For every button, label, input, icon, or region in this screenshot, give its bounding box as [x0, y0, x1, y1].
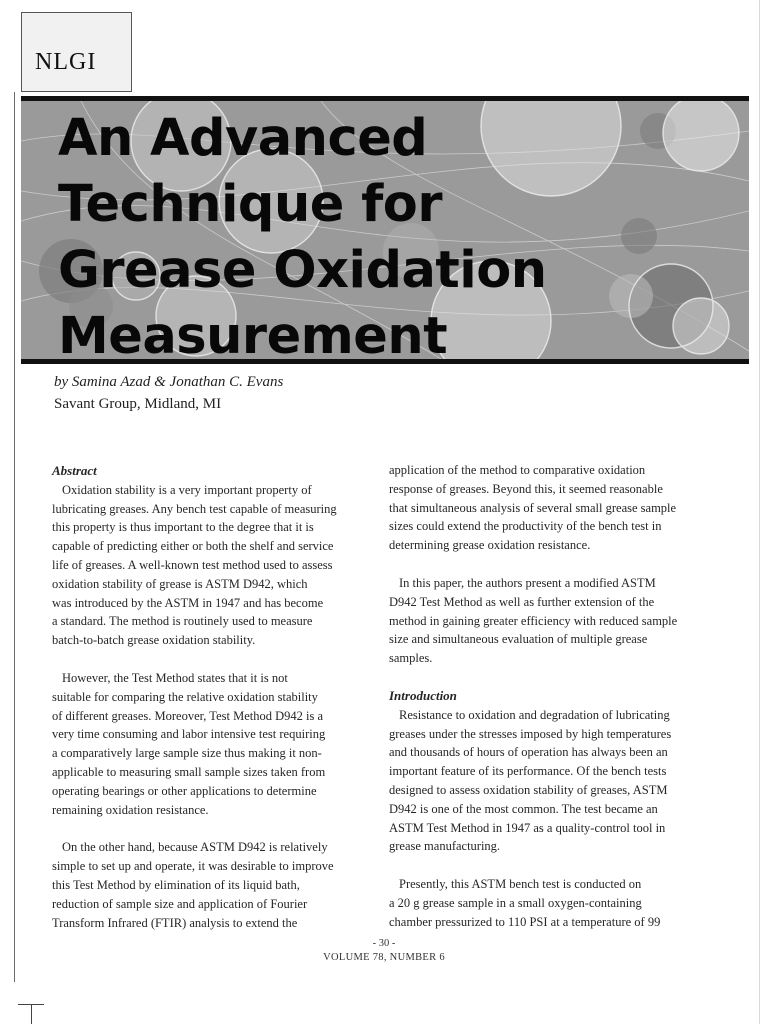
volume-issue: VOLUME 78, NUMBER 6	[323, 952, 445, 963]
paragraph-gap	[389, 856, 717, 875]
body-text-line: and thousands of hours of operation has always been an	[389, 745, 668, 760]
body-text-line: response of greases. Beyond this, it seemed reasonable	[389, 481, 663, 496]
page-binding-edge	[14, 92, 15, 982]
body-text-line: However, the Test Method states that it is not	[62, 670, 288, 685]
page-number: - 30 -	[372, 938, 396, 949]
body-text-line: simple to set up and operate, it was desirable to improve	[52, 859, 334, 874]
body-text-line: operating bearings or other applications to determine	[52, 783, 317, 798]
body-text-line: of different greases. Moreover, Test Method D942 is a	[52, 708, 324, 723]
body-text-line: chamber pressurized to 110 PSI at a temperature of 99	[389, 914, 661, 929]
body-text-line: oxidation stability of grease is ASTM D942, which	[52, 576, 308, 591]
body-text-line: Presently, this ASTM bench test is conducted on	[399, 877, 642, 892]
body-text-line: suitable for comparing the relative oxidation stability	[52, 689, 318, 704]
section-heading: Introduction	[389, 687, 457, 703]
body-text-line: D942 is one of the most common. The test became an	[389, 801, 658, 816]
body-text-line: application of the method to comparative oxidation	[389, 463, 646, 477]
paragraph-gap	[52, 650, 370, 669]
body-text-line: batch-to-batch grease oxidation stability.	[52, 633, 256, 648]
body-text-line: this property is thus important to the degree that it is	[52, 520, 314, 535]
article-title	[58, 106, 698, 370]
publisher-mark: NLGI	[35, 49, 97, 75]
section-heading: Abstract	[52, 463, 97, 478]
body-text-line: Oxidation stability is a very important property of	[62, 482, 312, 497]
body-text-line: On the other hand, because ASTM D942 is relatively	[62, 840, 328, 855]
body-text-line: capable of predicting either or both the shelf and service	[52, 539, 334, 554]
body-text-line: reduction of sample size and application of Fourier	[52, 896, 308, 911]
body-text-line: method in gaining greater efficiency with reduced sample	[389, 613, 678, 628]
body-text-line: lubricating greases. Any bench test capable of measuring	[52, 501, 337, 516]
body-text-line: samples.	[389, 651, 433, 666]
body-text-line: D942 Test Method as well as further extension of the	[389, 594, 655, 609]
body-text-line: a 20 g grease sample in a small oxygen-containing	[389, 895, 642, 910]
body-text-line: grease manufacturing.	[389, 839, 501, 854]
body-text-line: determining grease oxidation resistance.	[389, 538, 591, 553]
body-text-line: important feature of its performance. Of the bench tests	[389, 764, 667, 779]
body-text-line: Transform Infrared (FTIR) analysis to extend the	[52, 915, 298, 930]
body-text-line: applicable to measuring small sample sizes taken from	[52, 764, 326, 779]
author-affiliation: Savant Group, Midland, MI	[54, 396, 222, 412]
right-text-column	[389, 461, 717, 932]
body-text-line: remaining oxidation resistance.	[52, 802, 209, 817]
body-text-line: ASTM Test Method in 1947 as a quality-control tool in	[389, 820, 666, 835]
left-text-column	[52, 462, 370, 932]
paragraph-gap	[389, 555, 717, 574]
body-text-line: Resistance to oxidation and degradation of lubricating	[399, 707, 670, 722]
author-byline: by Samina Azad & Jonathan C. Evans	[54, 374, 284, 390]
body-text-line: a comparatively large sample size thus making it non-	[52, 746, 322, 761]
body-text-line: very time consuming and labor intensive test requiring	[52, 727, 326, 742]
title-line: Technique for	[58, 175, 442, 234]
body-text-line: size and simultaneous evaluation of multiple grease	[389, 632, 648, 647]
body-text-line: was introduced by the ASTM in 1947 and has become	[52, 595, 324, 610]
body-text-line: that simultaneous analysis of several small grease sample	[389, 500, 677, 515]
crop-mark-vertical	[31, 1004, 32, 1024]
title-line: Grease Oxidation	[58, 241, 547, 300]
body-text-line: designed to assess oxidation stability of greases, ASTM	[389, 782, 668, 797]
body-text-line: sizes could extend the productivity of the bench test in	[389, 519, 662, 534]
body-text-line: a standard. The method is routinely used to measure	[52, 614, 313, 629]
page-right-edge	[759, 0, 760, 1024]
body-text-line: greases under the stresses imposed by high temperatures	[389, 726, 672, 741]
body-text-line: In this paper, the authors present a modified ASTM	[399, 575, 656, 590]
title-line: An Advanced	[58, 109, 428, 168]
title-line: Measurement	[58, 307, 448, 366]
paragraph-gap	[389, 668, 717, 687]
body-text-line: this Test Method by elimination of its liquid bath,	[52, 877, 300, 892]
body-text-line: life of greases. A well-known test method used to assess	[52, 557, 333, 572]
paragraph-gap	[52, 819, 370, 838]
